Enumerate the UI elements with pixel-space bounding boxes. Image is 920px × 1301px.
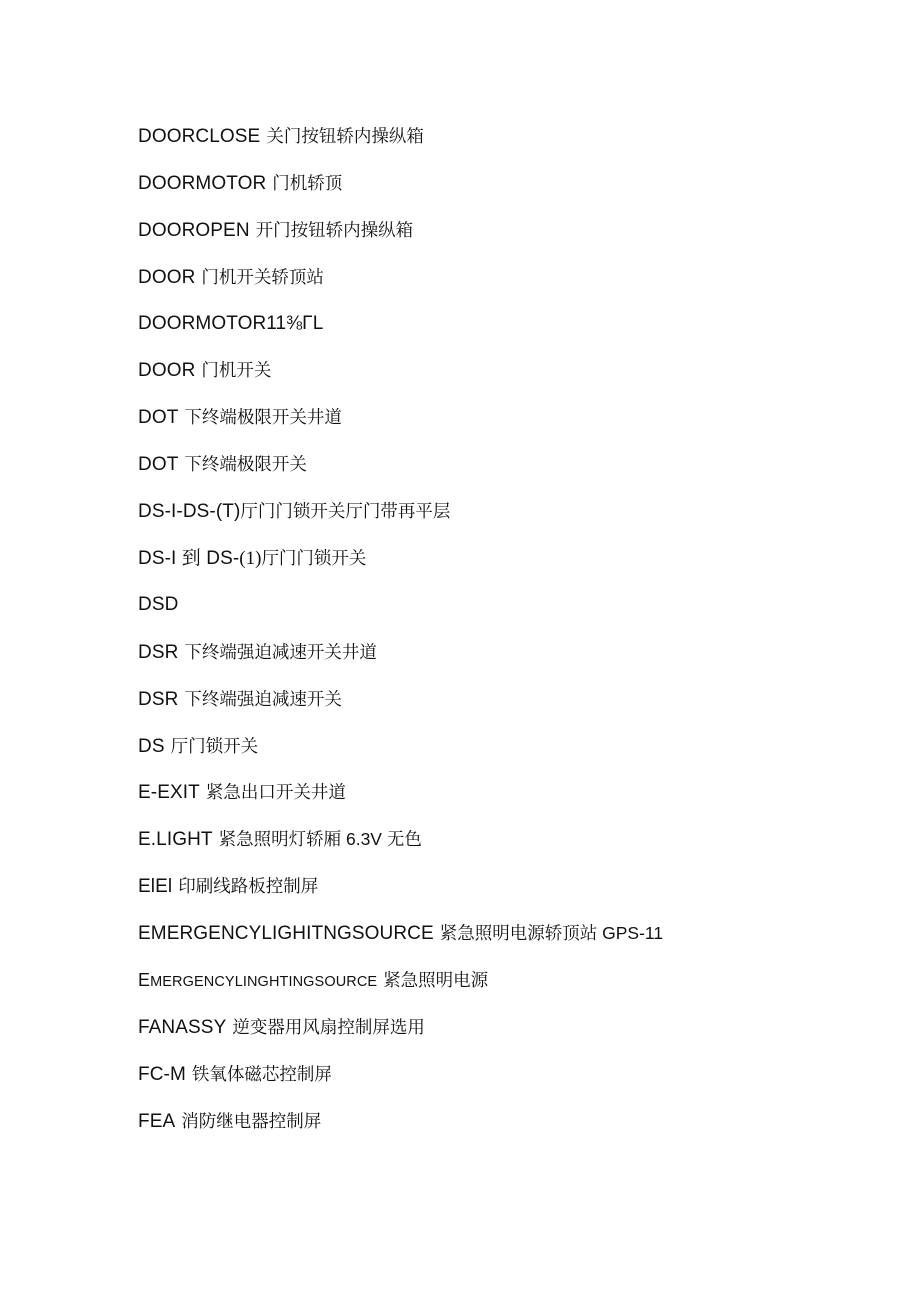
entry-code-suffix: (1)	[239, 548, 262, 570]
entry-code: FANASSY	[138, 1016, 227, 1038]
entry-code-initial: E	[138, 970, 151, 991]
entry-description: 关门按钮轿内操纵箱	[266, 126, 424, 146]
entry-code: DOORCLOSE	[138, 126, 261, 147]
list-item	[138, 683, 858, 730]
entry-code: DSR	[138, 641, 179, 663]
list-item	[138, 917, 858, 964]
entry-description: 厅门门锁开关厅门带再平层	[240, 501, 451, 522]
entry-code: DOORMOTOR11⅜ΓL	[138, 312, 324, 334]
entry-code: DOORMOTOR	[138, 172, 267, 194]
entry-code: DS-I-DS-(T)	[138, 501, 241, 523]
entry-description: 开门按钮轿内操纵箱	[255, 219, 414, 240]
list-item	[138, 870, 858, 917]
entry-code: DOOROPEN	[138, 219, 250, 241]
entry-code: DOT	[138, 454, 179, 476]
list-item	[138, 1105, 858, 1152]
list-item	[138, 120, 858, 167]
entry-code: DOT	[138, 407, 179, 429]
entry-code: DOOR	[138, 266, 196, 288]
entry-code: DSD	[138, 593, 179, 615]
entry-code: EMERGENCYLIGHITNGSOURCE	[138, 923, 434, 945]
entry-description: 下终端强迫减速开关	[184, 688, 342, 709]
entry-description: 厅门门锁开关	[261, 548, 367, 569]
list-item	[138, 214, 858, 261]
list-item	[138, 167, 858, 214]
entry-code: DS	[138, 735, 165, 757]
entry-description: 门机轿顶	[272, 172, 343, 193]
entry-description: 下终端极限开关	[184, 454, 307, 475]
list-item	[138, 823, 858, 870]
entry-description: 紧急出口开关井道	[205, 782, 346, 803]
list-item	[138, 636, 858, 683]
list-item	[138, 1011, 858, 1058]
list-item	[138, 964, 858, 1011]
list-item	[138, 261, 858, 308]
entry-description: 门机开关	[201, 360, 272, 381]
list-item	[138, 730, 858, 777]
list-item	[138, 495, 858, 542]
entry-description: 下终端极限开关井道	[184, 407, 342, 428]
entry-code: FC-M	[138, 1063, 186, 1085]
list-item	[138, 776, 858, 823]
entry-code: DSR	[138, 688, 179, 710]
entry-code-rest: MERGENCYLINGHTINGSOURCE	[150, 974, 378, 991]
entry-description: 门机开关轿顶站	[201, 266, 324, 287]
entry-code: ElEl	[138, 876, 173, 898]
entry-description: 紧急照明灯轿厢 6.3V 无色	[218, 829, 422, 850]
list-item	[138, 308, 858, 355]
entry-description: 消防继电器控制屏	[181, 1110, 322, 1131]
list-item	[138, 448, 858, 495]
entry-code: DS-I 到 DS-	[138, 548, 240, 570]
entry-description: 印刷线路板控制屏	[178, 876, 319, 897]
entry-code: DOOR	[138, 360, 196, 382]
entry-code: E.LIGHT	[138, 829, 213, 851]
entry-code	[138, 970, 377, 990]
entry-code: E-EXIT	[138, 782, 200, 804]
entry-description: 厅门锁开关	[170, 735, 259, 756]
list-item	[138, 1058, 858, 1105]
list-item	[138, 401, 858, 448]
entry-description: 逆变器用风扇控制屏选用	[232, 1016, 425, 1037]
entry-description: 紧急照明电源轿顶站 GPS-11	[439, 923, 664, 944]
list-item	[138, 354, 858, 401]
entry-description: 紧急照明电源	[383, 970, 489, 991]
list-item	[138, 589, 858, 636]
abbreviation-list	[138, 120, 858, 1152]
list-item	[138, 542, 858, 589]
entry-code: FEA	[138, 1110, 176, 1132]
entry-description: 下终端强迫减速开关井道	[184, 641, 377, 662]
entry-description: 铁氧体磁芯控制屏	[191, 1063, 332, 1084]
